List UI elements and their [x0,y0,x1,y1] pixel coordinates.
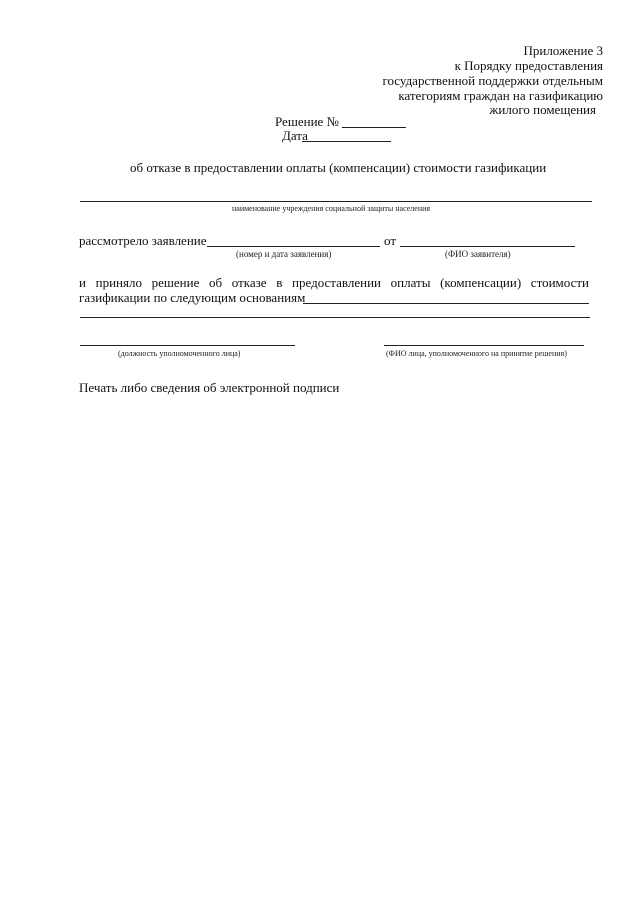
annex-line-3: государственной поддержки отдельным [382,73,603,88]
decision-date-line [302,141,391,142]
decision-text-line-2: газификации по следующим основаниям [79,290,306,305]
annex-line-4: категориям граждан на газификацию [398,88,603,103]
institution-line [80,201,592,202]
grounds-line-2 [80,317,590,318]
decision-number-line [342,127,406,128]
position-line [80,345,295,346]
application-number-line [207,246,380,247]
annex-line-2: к Порядку предоставления [454,58,603,73]
applicant-name-line [400,246,575,247]
application-label: рассмотрело заявление [79,233,207,248]
application-number-caption: (номер и дата заявления) [236,249,332,259]
decision-number-label: Решение № [275,114,339,129]
applicant-caption: (ФИО заявителя) [445,249,511,259]
authorized-name-caption: (ФИО лица, уполномоченного на принятие решения) [386,349,567,358]
decision-text-line-1: и приняло решение об отказе в предоставлении оплаты (компенсации) стоимости [79,275,589,290]
authorized-name-line [384,345,584,346]
document-title: об отказе в предоставлении оплаты (компенсации) стоимости газификации [130,160,547,175]
annex-line-5: жилого помещения [489,102,596,117]
grounds-line-1 [303,303,589,304]
position-caption: (должность уполномоченного лица) [118,349,241,358]
stamp-text: Печать либо сведения об электронной подписи [79,380,340,395]
decision-date-label: Дата [282,128,308,143]
application-from-label: от [384,233,397,248]
annex-line-1: Приложение 3 [523,43,603,58]
institution-caption: наименование учреждения социальной защиты населения [232,204,431,213]
